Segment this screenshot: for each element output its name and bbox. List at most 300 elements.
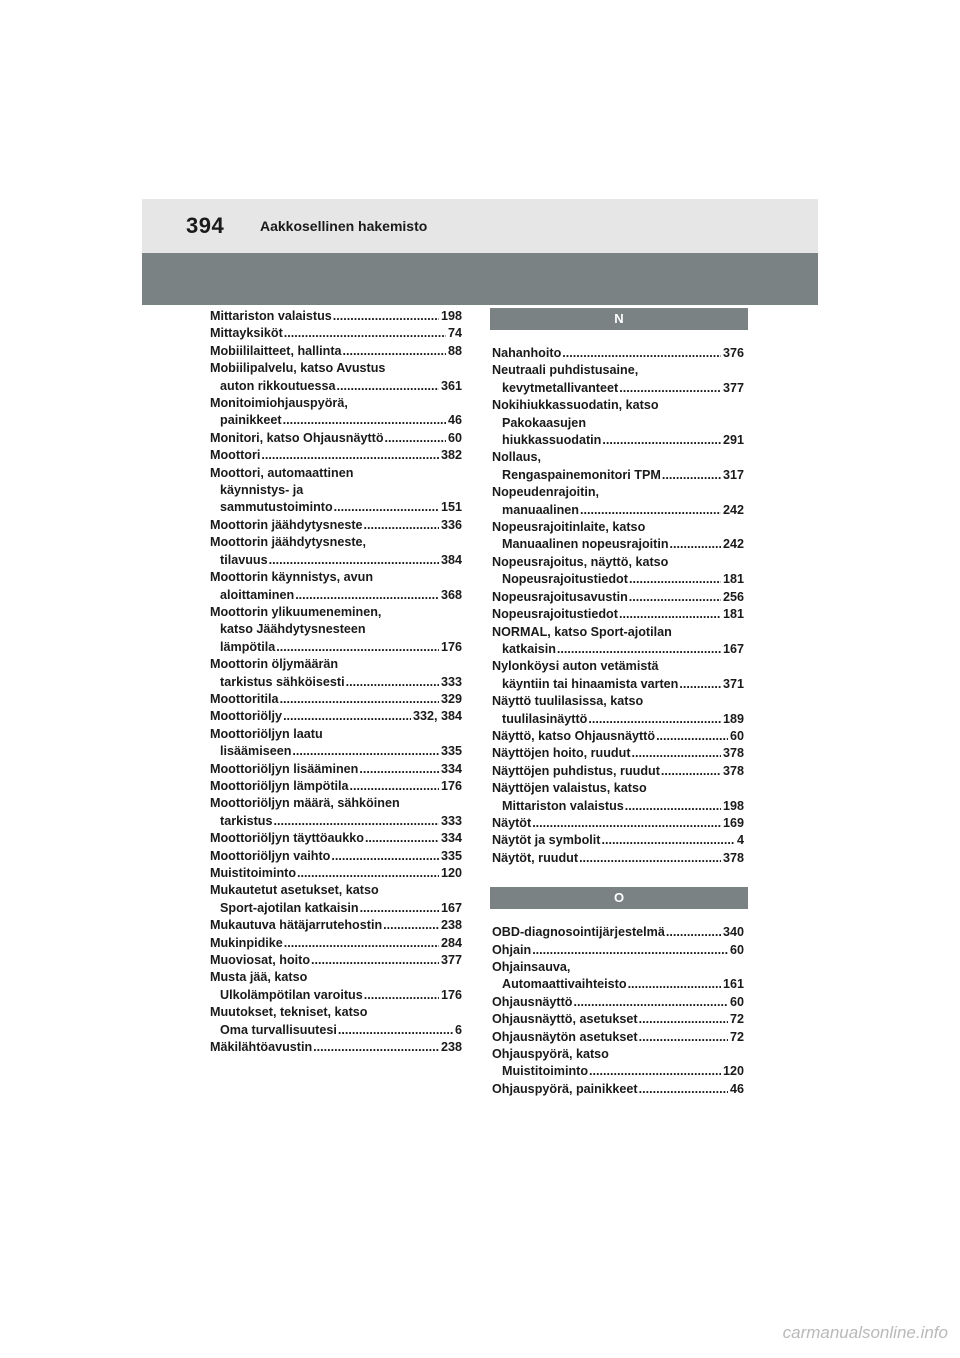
- index-entry-row: [210, 325, 462, 342]
- index-entry-title: Moottori: [210, 448, 261, 463]
- index-entry-title: Moottoriöljyn lämpötila: [210, 778, 349, 793]
- index-entry-title: käyntiin tai hinaamista varten: [502, 676, 679, 691]
- index-entry-row: [492, 589, 744, 606]
- dot-leader: [343, 343, 446, 360]
- index-entry-title: Ohjausnäyttö: [492, 994, 573, 1009]
- index-entry-row: [210, 900, 462, 917]
- index-entry-line: Ohjauspyörä, katso: [492, 1047, 609, 1062]
- index-entry-title: tilavuus: [220, 552, 268, 567]
- dot-leader: [573, 994, 728, 1011]
- index-entry-page: 384: [440, 552, 462, 567]
- index-entry-title: Mittariston valaistus: [502, 798, 624, 813]
- watermark-text: carmanualsonline.info: [782, 1323, 948, 1342]
- index-entry-row: [210, 517, 462, 534]
- index-entry-page: 60: [447, 430, 462, 445]
- index-entry: [210, 917, 462, 934]
- dot-leader: [269, 552, 439, 569]
- dot-leader: [629, 571, 721, 588]
- index-entry: [492, 1081, 744, 1098]
- index-entry-title: Moottoriöljy: [210, 709, 283, 724]
- index-entry-page: 291: [722, 433, 744, 448]
- index-entry-page: 176: [440, 639, 462, 654]
- dot-leader: [580, 502, 721, 519]
- section-title: Aakkosellinen hakemisto: [260, 218, 428, 234]
- index-entry-page: 88: [447, 343, 462, 358]
- index-entry: [210, 882, 462, 917]
- dot-leader: [284, 935, 439, 952]
- index-entry-row: [492, 380, 744, 397]
- index-entry: [210, 935, 462, 952]
- index-entry-row: [210, 1022, 462, 1039]
- index-entry-row: [492, 711, 744, 728]
- index-entry-title: Mittayksiköt: [210, 326, 283, 341]
- index-entry-line: Moottori, automaattinen: [210, 465, 354, 480]
- index-entry-row: [210, 308, 462, 325]
- index-entry-row: [210, 674, 462, 691]
- index-entry-page: 238: [440, 1040, 462, 1055]
- index-entry-title: Moottoriöljyn vaihto: [210, 848, 331, 863]
- index-entry: [210, 534, 462, 569]
- index-entry-page: 60: [729, 994, 744, 1009]
- index-entry-title: Ulkolämpötilan varoitus: [220, 987, 363, 1002]
- header-dark-band: [142, 253, 818, 305]
- index-entry-row: [492, 1081, 744, 1098]
- dot-leader: [297, 865, 439, 882]
- index-entry-line: Nopeusrajoitinlaite, katso: [492, 520, 646, 535]
- dot-leader: [350, 778, 439, 795]
- dot-leader: [670, 536, 721, 553]
- dot-leader: [364, 517, 439, 534]
- index-entry-title: Muistitoiminto: [210, 866, 297, 880]
- index-entry-row: [492, 850, 744, 867]
- dot-leader: [283, 412, 446, 429]
- index-list-n: [492, 345, 744, 867]
- index-entry-row: [492, 676, 744, 693]
- index-entry-line: Näyttö tuulilasissa, katso: [492, 694, 644, 709]
- dot-leader: [625, 798, 721, 815]
- index-entry-title: tarkistus: [220, 813, 273, 828]
- index-entry-title: Ohjain: [492, 942, 532, 957]
- index-entry-page: 167: [722, 641, 744, 656]
- dot-leader: [383, 917, 439, 934]
- index-entry-line: Monitoimiohjauspyörä,: [210, 396, 348, 411]
- index-entry-title: Mukautuva hätäjarrutehostin: [210, 918, 383, 933]
- index-entry: [210, 430, 462, 447]
- index-entry-page: 284: [440, 935, 462, 950]
- dot-leader: [313, 1039, 439, 1056]
- index-entry-title: Mittariston valaistus: [210, 309, 332, 323]
- index-entry-line: Nokihiukkassuodatin, katso: [492, 398, 659, 413]
- index-entry-page: 169: [722, 815, 744, 830]
- index-entry-page: 198: [440, 309, 462, 323]
- index-entry-row: [492, 924, 744, 941]
- letter-heading-o: O: [490, 887, 748, 909]
- index-entry-page: 340: [722, 925, 744, 940]
- index-entry-page: 376: [722, 346, 744, 360]
- dot-leader: [562, 345, 721, 362]
- index-entry-title: Nopeusrajoitustiedot: [492, 607, 618, 622]
- dot-leader: [276, 639, 439, 656]
- index-entry-row: [210, 778, 462, 795]
- index-entry-title: Manuaalinen nopeusrajoitin: [502, 537, 669, 552]
- dot-leader: [284, 325, 446, 342]
- dot-leader: [679, 676, 721, 693]
- index-entry-page: 335: [440, 744, 462, 759]
- dot-leader: [557, 641, 721, 658]
- header-band: [142, 199, 818, 253]
- index-entry-title: Mukinpidike: [210, 935, 283, 950]
- index-entry-title: aloittaminen: [220, 587, 295, 602]
- index-entry: [492, 624, 744, 659]
- index-entry-title: Näyttöjen puhdistus, ruudut: [492, 763, 660, 778]
- index-entry-row: [492, 815, 744, 832]
- dot-leader: [346, 674, 439, 691]
- index-entry-page: 72: [729, 1029, 744, 1044]
- index-entry-row: [492, 1063, 744, 1080]
- index-entry-page: 198: [722, 798, 744, 813]
- index-entry: [210, 778, 462, 795]
- index-entry: [210, 691, 462, 708]
- index-entry-row: [210, 987, 462, 1004]
- dot-leader: [639, 1081, 728, 1098]
- index-entry-row: [210, 935, 462, 952]
- dot-leader: [280, 691, 439, 708]
- index-entry-row: [210, 952, 462, 969]
- dot-leader: [336, 378, 439, 395]
- index-entry-line: Näyttöjen valaistus, katso: [492, 781, 647, 796]
- index-entry: [492, 959, 744, 994]
- index-entry-title: lämpötila: [220, 639, 276, 654]
- index-entry-page: 329: [440, 691, 462, 706]
- dot-leader: [661, 763, 721, 780]
- index-entry-line: Moottoriöljyn määrä, sähköinen: [210, 796, 400, 811]
- index-entry-title: tarkistus sähköisesti: [220, 674, 345, 689]
- index-entry-row: [210, 743, 462, 760]
- index-entry: [492, 362, 744, 397]
- index-entry: [492, 519, 744, 554]
- index-entry: [492, 942, 744, 959]
- index-entry: [210, 569, 462, 604]
- index-entry-page: 334: [440, 761, 462, 776]
- index-entry-line: Mobiilipalvelu, katso Avustus: [210, 361, 386, 376]
- dot-leader: [662, 467, 721, 484]
- index-entry-row: [492, 536, 744, 553]
- index-entry-row: [210, 412, 462, 429]
- dot-leader: [639, 1011, 728, 1028]
- index-entry-page: 151: [440, 500, 462, 515]
- index-entry-page: 378: [722, 746, 744, 761]
- index-entry-page: 333: [440, 813, 462, 828]
- index-entry-row: [492, 728, 744, 745]
- dot-leader: [666, 924, 721, 941]
- index-entry: [210, 395, 462, 430]
- index-entry-title: Näytöt: [492, 815, 532, 830]
- index-entry-page: 377: [440, 953, 462, 968]
- index-entry-line: Muutokset, tekniset, katso: [210, 1005, 368, 1020]
- dot-leader: [365, 830, 439, 847]
- index-entry: [492, 1046, 744, 1081]
- index-entry-line: Nopeusrajoitus, näyttö, katso: [492, 554, 669, 569]
- index-entry: [210, 795, 462, 830]
- letter-heading-n: N: [490, 308, 748, 330]
- index-entry-row: [210, 343, 462, 360]
- index-entry: [492, 815, 744, 832]
- index-entry-page: 120: [440, 866, 462, 880]
- index-entry-page: 238: [440, 918, 462, 933]
- index-entry-page: 60: [729, 942, 744, 957]
- index-entry-line: Musta jää, katso: [210, 970, 308, 985]
- index-entry: [492, 1029, 744, 1046]
- index-entry-title: Nopeusrajoitustiedot: [502, 572, 628, 587]
- index-entry-line: Moottorin ylikuumeneminen,: [210, 604, 382, 619]
- index-entry-title: painikkeet: [220, 413, 282, 428]
- index-entry-page: 335: [440, 848, 462, 863]
- index-entry-page: 382: [440, 448, 462, 463]
- index-entry-title: Mobiililaitteet, hallinta: [210, 343, 342, 358]
- index-entry: [492, 554, 744, 589]
- dot-leader: [602, 432, 721, 449]
- index-entry-page: 377: [722, 380, 744, 395]
- index-entry: [492, 693, 744, 728]
- index-entry-page: 332, 384: [412, 709, 462, 724]
- index-entry: [210, 1004, 462, 1039]
- dot-leader: [295, 587, 439, 604]
- index-entry-line: Nylonköysi auton vetämistä: [492, 659, 659, 674]
- index-entry-title: katkaisin: [502, 641, 556, 656]
- index-entry-line: Neutraali puhdistusaine,: [492, 363, 639, 378]
- index-entry-page: 333: [440, 674, 462, 689]
- dot-leader: [261, 447, 439, 464]
- index-entry-title: Moottoriöljyn lisääminen: [210, 761, 359, 776]
- index-entry-row: [492, 1011, 744, 1028]
- dot-leader: [359, 761, 439, 778]
- dot-leader: [274, 813, 439, 830]
- dot-leader: [334, 499, 439, 516]
- index-entry-title: Nopeusrajoitusavustin: [492, 589, 628, 604]
- index-entry-title: sammutustoiminto: [220, 500, 333, 515]
- index-entry-page: 74: [447, 326, 462, 341]
- index-entry: [492, 606, 744, 623]
- index-entry: [210, 830, 462, 847]
- index-entry-row: [210, 917, 462, 934]
- index-entry-title: OBD-diagnosointijärjestelmä: [492, 925, 665, 940]
- dot-leader: [619, 380, 721, 397]
- index-entry-row: [492, 502, 744, 519]
- index-entry-page: 361: [440, 378, 462, 393]
- index-entry-row: [210, 587, 462, 604]
- index-entry-page: 189: [722, 711, 744, 726]
- index-entry-title: manuaalinen: [502, 502, 579, 517]
- index-entry-title: Näyttöjen hoito, ruudut: [492, 746, 631, 761]
- index-entry-line: Pakokaasujen: [502, 415, 587, 430]
- index-entry: [210, 517, 462, 534]
- dot-leader: [331, 848, 439, 865]
- index-entry-title: Näytöt, ruudut: [492, 850, 579, 865]
- index-entry-line: Moottorin käynnistys, avun: [210, 570, 374, 585]
- index-entry-title: Sport-ajotilan katkaisin: [220, 900, 359, 915]
- index-entry-row: [210, 865, 462, 882]
- index-entry-row: [210, 848, 462, 865]
- index-entry-row: [492, 467, 744, 484]
- index-entry: [492, 780, 744, 815]
- dot-leader: [629, 589, 721, 606]
- index-entry: [210, 465, 462, 517]
- index-entry: [492, 397, 744, 449]
- dot-leader: [632, 745, 721, 762]
- index-entry-row: [492, 763, 744, 780]
- index-entry-title: Monitori, katso Ohjausnäyttö: [210, 430, 384, 445]
- index-entry-row: [492, 606, 744, 623]
- index-entry: [492, 449, 744, 484]
- index-entry-line: Moottoriöljyn laatu: [210, 726, 323, 741]
- index-entry-row: [492, 745, 744, 762]
- index-entry-page: 242: [722, 502, 744, 517]
- dot-leader: [338, 1022, 453, 1039]
- index-entry-title: auton rikkoutuessa: [220, 378, 336, 393]
- index-entry-page: 336: [440, 517, 462, 532]
- dot-leader: [292, 743, 439, 760]
- index-entry: [492, 745, 744, 762]
- index-entry-page: 242: [722, 537, 744, 552]
- index-entry-page: 378: [722, 850, 744, 865]
- index-entry-page: 181: [722, 572, 744, 587]
- index-entry-title: Mäkilähtöavustin: [210, 1040, 313, 1055]
- index-entry: [492, 728, 744, 745]
- index-entry: [492, 1011, 744, 1028]
- index-entry: [210, 325, 462, 342]
- index-entry: [210, 969, 462, 1004]
- index-entry: [210, 726, 462, 761]
- index-entry-line: Ohjainsauva,: [492, 960, 571, 974]
- index-entry-row: [492, 1029, 744, 1046]
- dot-leader: [360, 900, 439, 917]
- index-entry-line: Moottorin öljymäärän: [210, 657, 339, 672]
- index-entry-row: [210, 1039, 462, 1056]
- index-entry-title: Moottoritila: [210, 691, 279, 706]
- index-entry-page: 120: [722, 1064, 744, 1079]
- index-entry: [492, 924, 744, 941]
- dot-leader: [588, 711, 721, 728]
- index-entry-row: [210, 813, 462, 830]
- index-entry-page: 378: [722, 763, 744, 778]
- dot-leader: [656, 728, 728, 745]
- index-entry-row: [210, 499, 462, 516]
- index-entry-page: 176: [440, 778, 462, 793]
- dot-leader: [619, 606, 721, 623]
- index-entry: [210, 656, 462, 691]
- index-entry-row: [492, 571, 744, 588]
- index-entry: [210, 604, 462, 656]
- index-entry-line: Moottorin jäähdytysneste,: [210, 535, 367, 550]
- index-entry: [492, 345, 744, 362]
- index-entry-title: Nahanhoito: [492, 346, 562, 360]
- index-entry-title: Automaattivaihteisto: [502, 977, 627, 992]
- dot-leader: [589, 1063, 721, 1080]
- index-entry: [492, 658, 744, 693]
- index-column-left: [210, 308, 462, 1056]
- index-entry-page: 60: [729, 728, 744, 743]
- index-entry: [210, 865, 462, 882]
- index-entry: [492, 763, 744, 780]
- dot-leader: [364, 987, 439, 1004]
- index-entry-page: 371: [722, 676, 744, 691]
- index-entry-row: [210, 378, 462, 395]
- page-number: 394: [186, 213, 225, 238]
- index-entry: [492, 484, 744, 519]
- index-entry-page: 181: [722, 607, 744, 622]
- index-entry-title: Ohjausnäyttö, asetukset: [492, 1012, 638, 1027]
- index-entry-page: 334: [440, 831, 462, 846]
- index-entry-title: Näytöt ja symbolit: [492, 833, 601, 848]
- index-entry: [210, 1039, 462, 1056]
- index-entry-row: [210, 447, 462, 464]
- index-entry-page: 46: [729, 1081, 744, 1096]
- index-entry-title: Ohjausnäytön asetukset: [492, 1029, 638, 1044]
- index-entry-title: Muistitoiminto: [502, 1064, 589, 1079]
- index-entry-row: [492, 832, 744, 849]
- index-entry-row: [492, 798, 744, 815]
- index-entry-row: [492, 942, 744, 959]
- index-entry-title: Muoviosat, hoito: [210, 953, 311, 968]
- index-entry-line: katso Jäähdytysnesteen: [220, 622, 366, 637]
- dot-leader: [601, 832, 735, 849]
- index-entry-row: [210, 691, 462, 708]
- index-entry-title: Näyttö, katso Ohjausnäyttö: [492, 728, 656, 743]
- index-entry: [492, 589, 744, 606]
- index-entry-line: käynnistys- ja: [220, 483, 304, 498]
- index-entry-title: Moottorin jäähdytysneste: [210, 517, 363, 532]
- index-entry-page: 4: [736, 833, 744, 848]
- index-entry-line: Nopeudenrajoitin,: [492, 485, 600, 500]
- index-entry: [210, 848, 462, 865]
- dot-leader: [333, 308, 439, 325]
- index-entry: [210, 343, 462, 360]
- index-entry-line: Nollaus,: [492, 450, 541, 465]
- index-entry-title: Moottoriöljyn täyttöaukko: [210, 831, 364, 846]
- index-entry-page: 256: [722, 589, 744, 604]
- index-entry: [210, 447, 462, 464]
- index-entry-line: Mukautetut asetukset, katso: [210, 883, 379, 898]
- index-entry-title: Rengaspainemonitori TPM: [502, 467, 661, 482]
- index-entry-row: [492, 641, 744, 658]
- dot-leader: [283, 708, 411, 725]
- index-entry-row: [210, 761, 462, 778]
- index-entry-page: 46: [447, 413, 462, 428]
- index-entry: [492, 994, 744, 1011]
- index-entry-page: 167: [440, 900, 462, 915]
- dot-leader: [532, 815, 721, 832]
- index-entry-row: [210, 430, 462, 447]
- dot-leader: [639, 1029, 728, 1046]
- index-entry-row: [210, 708, 462, 725]
- index-entry-row: [210, 639, 462, 656]
- index-column-right: [492, 308, 744, 1098]
- index-entry-row: [492, 345, 744, 362]
- index-list-o: [492, 924, 744, 1098]
- index-entry-line: NORMAL, katso Sport-ajotilan: [492, 624, 672, 639]
- index-entry: [492, 850, 744, 867]
- index-entry: [210, 360, 462, 395]
- index-entry-row: [210, 552, 462, 569]
- dot-leader: [385, 430, 446, 447]
- index-entry: [210, 952, 462, 969]
- index-entry-row: [492, 994, 744, 1011]
- index-entry: [210, 761, 462, 778]
- dot-leader: [532, 942, 728, 959]
- index-entry-title: Oma turvallisuutesi: [220, 1022, 337, 1037]
- index-entry-page: 72: [729, 1012, 744, 1027]
- dot-leader: [628, 976, 721, 993]
